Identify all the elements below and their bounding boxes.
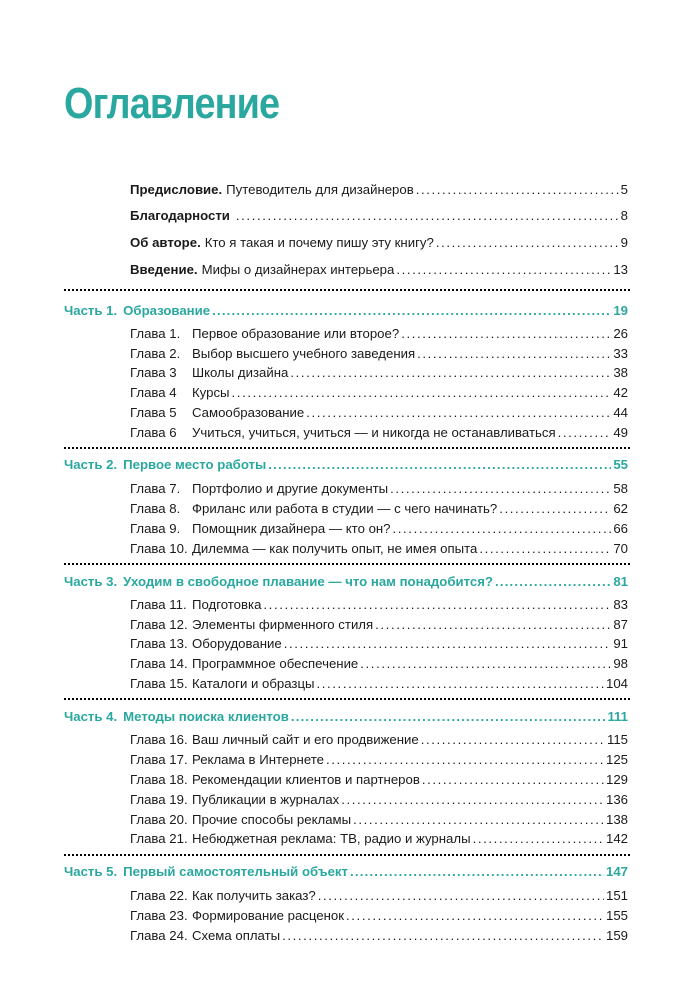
toc-entry-title: Ваш личный сайт и его продвижение	[192, 732, 419, 747]
dot-leader	[236, 207, 619, 225]
section-divider	[64, 447, 630, 449]
toc-entry-title: Подготовка	[192, 597, 262, 612]
toc-entry-title: Программное обеспечение	[192, 656, 359, 671]
dot-leader	[495, 573, 611, 591]
dot-leader	[401, 325, 611, 343]
toc-page-number: 66	[613, 521, 628, 536]
toc-part-label: Часть 3.	[64, 574, 118, 589]
toc-entry-label: Глава 5	[130, 405, 177, 420]
toc-entry-label: Глава 14.	[130, 656, 188, 671]
toc-page-number: 147	[605, 864, 628, 879]
toc-entry-label: Глава 12.	[130, 617, 188, 632]
toc-entry-label: Глава 10.	[130, 541, 188, 556]
toc-entry-title: Как получить заказ?	[192, 888, 316, 903]
toc-entry-label: Глава 15.	[130, 676, 188, 691]
toc-page-number: 42	[613, 385, 628, 400]
toc-front-acknowledgements[interactable]	[130, 207, 628, 225]
toc-page-number: 44	[613, 405, 628, 420]
toc-chapter[interactable]	[130, 791, 628, 809]
toc-entry-title: Элементы фирменного стиля	[192, 617, 374, 632]
toc-page-number: 81	[613, 574, 628, 589]
toc-chapter[interactable]	[130, 887, 628, 905]
toc-chapter[interactable]	[130, 364, 628, 382]
toc-page-number: 142	[605, 831, 628, 846]
toc-entry-title: Путеводитель для дизайнеров	[226, 182, 414, 197]
toc-page-number: 83	[613, 597, 628, 612]
toc-chapter[interactable]	[130, 830, 628, 848]
toc-chapter[interactable]	[130, 520, 628, 538]
toc-entry-label: Глава 2.	[130, 346, 181, 361]
page-title: Оглавление	[64, 79, 280, 128]
dot-leader	[479, 540, 611, 558]
dot-leader	[360, 655, 611, 673]
toc-part-3[interactable]	[64, 573, 628, 591]
section-divider	[64, 698, 630, 700]
toc-chapter[interactable]	[130, 811, 628, 829]
toc-page-number: 151	[605, 888, 628, 903]
toc-entry-title: Оборудование	[192, 636, 282, 651]
toc-entry-label: Глава 6	[130, 425, 177, 440]
toc-page-number: 136	[605, 792, 628, 807]
toc-entry-title: Портфолио и другие документы	[192, 481, 389, 496]
dot-leader	[346, 907, 604, 925]
toc-chapter[interactable]	[130, 596, 628, 614]
toc-page-number: 125	[605, 752, 628, 767]
dot-leader	[396, 261, 611, 279]
dot-leader	[290, 364, 611, 382]
toc-entry-label: Глава 9.	[130, 521, 181, 536]
toc-page-number: 13	[613, 262, 628, 277]
dot-leader	[291, 708, 606, 726]
toc-entry-title: Реклама в Интернете	[192, 752, 324, 767]
toc-entry-label: Предисловие.	[130, 182, 223, 197]
toc-chapter[interactable]	[130, 675, 628, 693]
toc-page-number: 9	[620, 235, 628, 250]
toc-part-label: Часть 4.	[64, 709, 118, 724]
toc-chapter[interactable]	[130, 927, 628, 945]
toc-entry-label: Глава 17.	[130, 752, 188, 767]
dot-leader	[353, 811, 604, 829]
toc-entry-label: Благодарности	[130, 208, 230, 223]
toc-page-number: 5	[620, 182, 628, 197]
dot-leader	[473, 830, 604, 848]
dot-leader	[350, 863, 604, 881]
dot-leader	[263, 596, 611, 614]
toc-entry-label: Об авторе.	[130, 235, 201, 250]
dot-leader	[558, 424, 612, 442]
toc-part-4[interactable]	[64, 708, 628, 726]
section-divider	[64, 854, 630, 856]
toc-entry-title: Помощник дизайнера — кто он?	[192, 521, 391, 536]
toc-page-number: 55	[613, 457, 628, 472]
toc-page-number: 26	[613, 326, 628, 341]
toc-chapter[interactable]	[130, 424, 628, 442]
toc-page-number: 104	[605, 676, 628, 691]
toc-part-5[interactable]	[64, 863, 628, 881]
toc-front-introduction[interactable]	[130, 261, 628, 279]
toc-page-number: 111	[607, 709, 628, 724]
toc-page-number: 19	[613, 303, 628, 318]
toc-chapter[interactable]	[130, 500, 628, 518]
dot-leader	[390, 480, 611, 498]
toc-page-number: 49	[613, 425, 628, 440]
toc-chapter[interactable]	[130, 771, 628, 789]
dot-leader	[232, 384, 612, 402]
dot-leader	[268, 456, 611, 474]
toc-page-number: 138	[605, 812, 628, 827]
toc-part-title: Первый самостоятельный объект	[123, 864, 348, 879]
toc-part-label: Часть 2.	[64, 457, 118, 472]
dot-leader	[436, 234, 619, 252]
toc-page-number: 155	[605, 908, 628, 923]
toc-entry-title: Мифы о дизайнерах интерьера	[201, 262, 395, 277]
section-divider	[64, 563, 630, 565]
toc-part-2[interactable]	[64, 456, 628, 474]
toc-part-title: Образование	[123, 303, 211, 318]
toc-entry-title: Учиться, учиться, учиться — и никогда не останавливаться	[192, 425, 556, 440]
toc-entry-title: Кто я такая и почему пишу эту книгу?	[204, 235, 434, 250]
toc-page-number: 70	[613, 541, 628, 556]
toc-entry-label: Глава 20.	[130, 812, 188, 827]
toc-page-number: 8	[620, 208, 628, 223]
dot-leader	[212, 302, 611, 320]
dot-leader	[417, 345, 611, 363]
toc-entry-label: Глава 21.	[130, 831, 188, 846]
toc-chapter[interactable]	[130, 480, 628, 498]
toc-part-1[interactable]	[64, 302, 628, 320]
toc-entry-title: Выбор высшего учебного заведения	[192, 346, 416, 361]
toc-page-number: 58	[613, 481, 628, 496]
dot-leader	[499, 500, 611, 518]
toc-chapter[interactable]	[130, 345, 628, 363]
toc-chapter[interactable]	[130, 751, 628, 769]
toc-chapter[interactable]	[130, 655, 628, 673]
toc-entry-label: Глава 8.	[130, 501, 181, 516]
toc-part-title: Методы поиска клиентов	[123, 709, 289, 724]
dot-leader	[317, 675, 604, 693]
toc-entry-label: Глава 1.	[130, 326, 181, 341]
toc-entry-title: Публикации в журналах	[192, 792, 340, 807]
toc-chapter[interactable]	[130, 540, 628, 558]
toc-entry-title: Курсы	[192, 385, 230, 400]
toc-entry-label: Введение.	[130, 262, 198, 277]
toc-entry-label: Глава 19.	[130, 792, 188, 807]
toc-entry-title: Самообразование	[192, 405, 305, 420]
toc-entry-title: Фриланс или работа в студии — с чего начинать?	[192, 501, 498, 516]
toc-part-label: Часть 1.	[64, 303, 118, 318]
toc-page-number: 33	[613, 346, 628, 361]
toc-page-number: 115	[606, 732, 628, 747]
toc-entry-label: Глава 11.	[130, 597, 187, 612]
toc-entry-title: Дилемма — как получить опыт, не имея опыта	[192, 541, 478, 556]
toc-entry-title: Каталоги и образцы	[192, 676, 315, 691]
toc-chapter[interactable]	[130, 907, 628, 925]
toc-page-number: 38	[613, 365, 628, 380]
toc-front-about-author[interactable]	[130, 234, 628, 252]
toc-entry-label: Глава 4	[130, 385, 177, 400]
toc-page-number: 62	[613, 501, 628, 516]
section-divider	[64, 289, 630, 291]
toc-entry-label: Глава 24.	[130, 928, 188, 943]
toc-page-number: 87	[613, 617, 628, 632]
toc-entry-title: Первое образование или второе?	[192, 326, 400, 341]
dot-leader	[416, 181, 619, 199]
toc-chapter[interactable]	[130, 404, 628, 422]
toc-page-number: 129	[605, 772, 628, 787]
toc-page-number: 159	[605, 928, 628, 943]
dot-leader	[326, 751, 604, 769]
toc-entry-title: Прочие способы рекламы	[192, 812, 352, 827]
toc-front-preface[interactable]	[130, 181, 628, 199]
dot-leader	[341, 791, 604, 809]
toc-part-label: Часть 5.	[64, 864, 118, 879]
toc-part-title: Первое место работы	[123, 457, 267, 472]
toc-chapter[interactable]	[130, 384, 628, 402]
toc-entry-label: Глава 7.	[130, 481, 181, 496]
toc-entry-label: Глава 18.	[130, 772, 188, 787]
toc-entry-label: Глава 13.	[130, 636, 188, 651]
toc-entry-label: Глава 23.	[130, 908, 188, 923]
dot-leader	[375, 616, 611, 634]
toc-entry-title: Схема оплаты	[192, 928, 281, 943]
dot-leader	[421, 731, 605, 749]
toc-entry-label: Глава 3	[130, 365, 177, 380]
toc-chapter[interactable]	[130, 731, 628, 749]
toc-page-number: 91	[613, 636, 628, 651]
toc-chapter[interactable]	[130, 635, 628, 653]
toc-entry-title: Небюджетная реклама: ТВ, радио и журналы	[192, 831, 471, 846]
dot-leader	[284, 635, 612, 653]
toc-entry-label: Глава 22.	[130, 888, 188, 903]
dot-leader	[393, 520, 612, 538]
toc-entry-title: Рекомендации клиентов и партнеров	[192, 772, 420, 787]
toc-entry-title: Формирование расценок	[192, 908, 345, 923]
dot-leader	[422, 771, 604, 789]
toc-chapter[interactable]	[130, 325, 628, 343]
toc-part-title: Уходим в свободное плавание — что нам понадобится?	[123, 574, 493, 589]
dot-leader	[282, 927, 604, 945]
dot-leader	[306, 404, 611, 422]
toc-entry-label: Глава 16.	[130, 732, 188, 747]
dot-leader	[318, 887, 604, 905]
toc-page-number: 98	[613, 656, 628, 671]
toc-entry-title: Школы дизайна	[192, 365, 289, 380]
toc-chapter[interactable]	[130, 616, 628, 634]
